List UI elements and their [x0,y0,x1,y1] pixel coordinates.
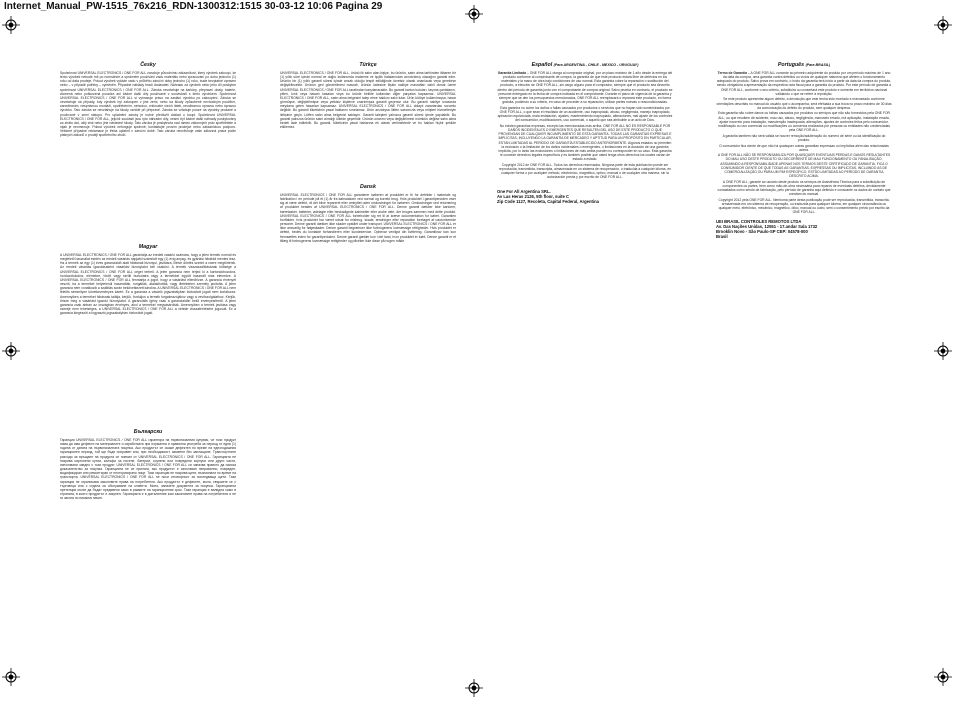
address-argentina [497,189,673,204]
column-danish [280,184,456,244]
lead-label-spanish: Garantía Limitada [497,71,527,75]
body-portuguese-7: A ONE FOR ALL, garante ao usuário deste produto os serviços de Assistência Técnica para a substituição de componentes ou partes, bem como mão-de-obra necessária para reparos de eventuais defeitos, devidamente constatados como sendo de fabricação, pelo período de garantia aqui definido e consoante os dados de contato que constam do manual. [717,179,891,197]
body-portuguese-6: A ONE FOR ALL NÃO SE RESPONSABILIZA POR QUAISQUER EVENTUAIS PERDAS E DANOS RESULTANTES DO MAU USO DESTE PRODUTO OU DECORRENTE DE MAU FUNCIONAMENTO OU FANALISAÇÃO, ASSUMINDO A RESPONSABILIDADE APENAS NOS TERMOS DESTE CERTIFICADO DE GARANTIA. FICA O CONSUMIDOR CIENTE DE QUE TODAS AS GARANTIAS, EXPRESSAS OU IMPLÍCITAS, INCLUINDO AS DE COMERCIALIZAÇÃO OU PARA UM FIM ESPECÍFICO, ESTÃO LIMITADAS AO PERÍODO DE GARANTIA DESCRITO ACIMA. [717,153,891,179]
section-body-turkish: UNIVERSAL ELECTRONICS / ONE FOR ALL, ürünü ilk satın alan kişiye, bu ürünün, satın alma tarihinden itibaren bir (1) yıllık süre içinde normal ve doğru kullanımda malzeme ve işçilik hatalarından arındırılmış olacağını garanti eder. Ürünün bir (1) yıllık garanti süresi içinde arızalı olduğu tespit edildiğinde ücretsiz olarak onarılacak veya gerekirse değiştirilecektir. Ürünün geri gönderilmesi masrafı, ürünün iadesine ilişkin nakliye masrafları dahil olmak üzere UNIVERSAL ELECTRONICS / ONE FOR ALL tarafından karşılanacaktır. Bu garanti karton kutuları, taşıma çantalarını, pilleri, kırık veya hasarlı kasaları veya bu ürünle birlikte kullanılan diğer parçaları kapsamaz. UNIVERSAL ELECTRONICS / ONE FOR ALL, satın alma belgesini talep etme hakkını saklı tutar. Ürün kötüye kullanılmışsa, hasar görmüşse, değiştirilmişse veya yetkisiz kişilerce onarılmışsa garanti geçersiz olur. Bu garanti nakliye sırasında meydana gelen hasarları kapsamaz. UNIVERSAL ELECTRONICS / ONE FOR ALL dolaylı zararlardan sorumlu değildir. Bu garanti tüketicinin yasal haklarını sınırlamaz. Ürün arızalıysa lütfen satıcınızla veya müşteri hizmetleriyle iletişime geçin. Lütfen satın alma belgenizi saklayın. Garanti talepleri yalnızca garanti süresi içinde yapılabilir. Bu garanti yalnızca ürünün satın alındığı ülkede geçerlidir. Ürünün onarımı veya değiştirilmesi mümkün değilse satın alma bedeli iade edilebilir. Bu garanti, tüketicinin yasal haklarına ek olarak verilmektedir ve bu hakları hiçbir şekilde etkilemez. [280,71,456,130]
registration-mark-icon [934,342,952,360]
column-czech [60,62,236,139]
registration-mark-icon [465,679,483,697]
print-slug: Internet_Manual_PW-1515_76x216_RDN-1300312:1515 30-03-12 10:06 Pagina 29 [4,1,383,12]
section-body-danish: UNIVERSAL ELECTRONICS / ONE FOR ALL garanterer køberen at produktet er fri for defekter i materiale og fabrikation i en periode på ét (1) år fra købsdatoen ved normal og korrekt brug. Hvis produktet i garantiperioden viser sig at være defekt, vil det blive repareret eller ombyttet uden omkostninger for køberen. Omkostninger ved returnering af produktet betales af UNIVERSAL ELECTRONICS / ONE FOR ALL. Denne garanti dækker ikke kartoner, bæretasker, batterier, ødelagte eller beskadigede kabinetter eller andre dele, der bruges sammen med dette produkt. UNIVERSAL ELECTRONICS / ONE FOR ALL forbeholder sig ret til at kræve dokumentation for købet. Garantien bortfalder, hvis produktet har været udsat for misbrug, skade, ændringer eller reparation foretaget af uautoriserede personer. Denne garanti dækker ikke skader opstået under transport. UNIVERSAL ELECTRONICS / ONE FOR ALL er ikke ansvarlig for følgeskader. Denne garanti begrænser ikke forbrugerens lovmæssige rettigheder. Hvis produktet er defekt, bedes du kontakte forhandleren eller kundeservice. Opbevar venligst din kvittering. Garantikrav kan kun fremsættes inden for garantiperioden. Denne garanti gælder kun i det land, hvor produktet er købt. Denne garanti er et tillæg til forbrugerens lovmæssige rettigheder og påvirker ikke disse på nogen måde. [280,193,456,243]
section-body-czech: Společnost UNIVERSAL ELECTRONICS / ONE FOR ALL zaručuje původnímu zákazníkovi, který výrobek zakoupí, že tento výrobek nebude mít po normálním a správném používání vadu materiálu nebo zpracování po dobu jednoho (1) roku od data prodeje. Pokud výrobek vykáže vadu v průběhu záruční doby jednoho (1) roku, bude bezplatně opraven nebo – v případě potřeby – vyměněn. Případné náklady hradí dodavatel. Náhradu za výrobek nebo jeho díl poskytne společnost UNIVERSAL ELECTRONICS / ONE FOR ALL. Záruka nevztahuje na kartóny, přepravní obaly, baterie, zlomená nebo poškozená pouzdra ani žádné další díly používané v souvislosti s tímto výrobkem. Společnost UNIVERSAL ELECTRONICS / ONE FOR ALL si vyhrazuje právo na zaslání výrobku po zakoupení. Záruka se nevztahuje na případy, kdy výrobek byl zakoupen v jiné zemi, nebo na škody způsobené nevhodným použitím, zanedbáním, nesprávnou montáží, opotřebením, nehodou, vniknutím cizích látek, neodbornou opravou nebo úpravou výrobku. Tato záruka se nevztahuje na škody vzniklé při přepravě. Záruka se vztahuje pouze na výrobky prodané a používané v zemi nákupu. Pro uplatnění záruky je nutné předložit doklad o koupi. Společnost UNIVERSAL ELECTRONICS / ONE FOR ALL, jejichž součástí jsou tyto náhradní díly, nesmí být žádné další náhrady poskytovány za ztrátu dat, ušlý zisk nebo jiné následné škody. Tato záruka je poskytnuta nad rámec zákonných práv spotřebitele a nijak je neomezuje. Pokud výrobek nefunguje správně, kontaktujte prosím prodejce nebo zákaznickou podporu. Veškeré případné reklamace je třeba uplatnit v záruční době. Tato záruka neovlivňuje vaše zákonná práva podle platných zákonů o prodeji spotřebního zboží. [60,71,236,138]
section-body-bulgarian: Гаранция UNIVERSAL ELECTRONICS / ONE FOR ALL гарантира на първоначалния купувач, че този продукт няма да има дефекти на материалите и изработката при нормална и правилна употреба за период от една (1) година от датата на първоначалната покупка. Ако продуктът се окаже дефектен по време на едногодишния гаранционен период, той ще бъде поправен или, при необходимост, заменен без заплащане. Транспортните разходи за връщане на продукта се поемат от UNIVERSAL ELECTRONICS / ONE FOR ALL. Гаранцията не покрива картонени кутии, калъфи за носене, батерии, счупени или повредени корпуси или други части, използвани заедно с този продукт. UNIVERSAL ELECTRONICS / ONE FOR ALL си запазва правото да изиска доказателство за покупка. Гаранцията не се прилага, ако продуктът е използван неправилно, повреден, модифициран или ремонтиран от неоторизирано лице. Тази гаранция не покрива щети, възникнали по време на транспорта. UNIVERSAL ELECTRONICS / ONE FOR ALL не носи отговорност за последващи щети. Тази гаранция не ограничава законовите права на потребителя. Ако продуктът е дефектен, моля, свържете се с търговеца или с отдела за обслужване на клиенти. Моля, запазете документа за покупка. Гаранционни претенции могат да бъдат предявени само в рамките на гаранционния срок. Тази гаранция е валидна само в страната, в която продуктът е закупен. Гаранцията е в допълнение към законовите права на потребителя и не ги засяга по никакъв начин. [60,438,236,501]
section-title-turkish: Türkçe [359,62,377,68]
body-portuguese-5: O consumidor fica ciente de que não há quaisquer outras garantias expressas ou implícitas além das relacionadas acima. [719,143,889,152]
body-spanish-3: No existen garantías expresas, excepto las mencionadas más arriba. ONE FOR ALL NO ES RESPONSABLE POR DAÑOS INCIDENTALES O EMERGENTES QUE RESULTEN DEL USO DE ESTE PRODUCTO O QUE PROVENGAN DE CUALQUIER INCUMPLIMIENTO DE ESTA GARANTÍA. TODAS LAS GARANTÍAS EXPRESAS E IMPLÍCITAS, INCLUYENDO LA GARANTÍA DE MERCADEO Y APTITUD PARA UN PROPÓSITO EN PARTICULAR, ESTÁN LIMITADAS AL PERÍODO DE GARANTÍA ESTABLECIDO ANTERIORMENTE. Algunos estados no permiten la exclusión o la limitación de los daños incidentales o emergentes, o limitaciones en la duración de una garantía implícita, por lo tanto las exclusiones o limitaciones de más arriba pueden no corresponder en su caso. Esta garantía le concede derechos legales específicos y es también posible que usted tenga otros derechos los cuales varían de estado a estado. [498,123,672,162]
registration-mark-icon [2,342,20,360]
body-portuguese-4: A garantia também não será válida se houver remoção/adulteração do número de série ou da identificação do produto. [722,133,886,142]
address-line: Brooklin Novo - São Paulo-SP CEP: 04578-000 [716,228,808,234]
column-portuguese [716,62,892,239]
registration-mark-icon [2,668,20,686]
registration-mark-icon [934,668,952,686]
section-title-danish: Dansk [360,184,376,190]
address-line: One For All Argentina SRL. [497,189,551,195]
column-bulgarian [60,429,236,502]
section-body-hungarian: A UNIVERSAL ELECTRONICS / ONE FOR ALL garantálja az eredeti vásárló számára, hogy a jelen termék normál és megfelelő használat esetén az eredeti vásárlás napjától számított egy (1) évig anyag- és gyártási hibáktól mentes lesz. Ha a termék az egy (1) éves garanciaidő alatt hibásnak bizonyul, javításra, illetve döntés szerint a csere megtörténik. Az eredeti vásárlás igazolásaként vásárlási bizonylatot kell csatolni. A termék visszaszállításának költsége a UNIVERSAL ELECTRONICS / ONE FOR ALL céget terheli. A jelen garancia nem terjed ki a kartondobozokra, hordozótokokra, elemekre, törött vagy sérült burkolatra vagy a termékkel együtt használt más elemekre. A UNIVERSAL ELECTRONICS / ONE FOR ALL fenntartja a jogot, hogy a vásárlást ellenőrizze. A garancia érvényét veszíti, ha a terméket helytelenül használták, rongálták, átalakították, vagy illetéktelen személy javította. A jelen garancia nem vonatkozik a szállítás során bekövetkezett károkra. A UNIVERSAL ELECTRONICS / ONE FOR ALL nem felelős semmilyen következményes kárért. Ez a garancia a vásárló jogszabályban biztosított jogait nem korlátozza. Amennyiben a terméket hibásnak találja, kérjük, forduljon a termék forgalmazójához vagy a vevőszolgálathoz. Kérjük, őrizze meg a vásárlást igazoló bizonylatot. A garanciális igény csak a garanciaidőn belül érvényesíthető. A jelen garancia csak abban az országban érvényes, ahol a terméket megvásárolták. Amennyiben a termék javítása vagy cseréje nem lehetséges, a UNIVERSAL ELECTRONICS / ONE FOR ALL a vételár visszatérítésére jogosult. Ez a garancia kiegészíti a fogyasztó jogszabályban biztosított jogait. [60,253,236,316]
section-title-czech: Česky [140,62,156,68]
registration-mark-icon [2,16,20,34]
section-subtitle-portuguese: (Para BRASIL) [805,63,831,67]
registration-mark-icon [465,5,483,23]
body-portuguese-2: Se este produto apresentar algum defeito, a devolução que este tenha sido montado e manuseado conforme orientações descritas no manual do usuário que o acompanha, será efetuada a sua troca no prazo máximo de 30 dias da comunicação do defeito do produto, sem qualquer despesa. [716,97,892,110]
address-line: Brasil [716,233,728,239]
section-title-spanish-text: Español [531,62,553,68]
registration-mark-icon [934,16,952,34]
address-line: Zip Code 1127, Recoleta, Capital Federal, Argentina [497,199,600,205]
lead-label-portuguese: Termo de Garantia [717,71,747,75]
section-subtitle-spanish: (Para ARGENTINA - CHILE - MEXICO - URUGUAY) [553,63,639,67]
column-hungarian [60,244,236,317]
section-title-bulgarian: Български [133,429,163,435]
section-title-hungarian: Magyar [138,244,158,250]
address-line: UEI BRASIL CONTROLES REMOTOS LTDA [716,218,802,224]
column-spanish [497,62,673,204]
body-portuguese-8: Copyright 2012 pela ONE FOR ALL. Nenhuma parte desta publicação pode ser reproduzida, transmitida, transcrita, armazenada em um sistema de recuperação, ou traduzida para qualquer idioma, em qualquer circunstância ou qualquer meio, eletrônico, mecânico, magnético, ótico, manual ou outro, sem o consentimento prévio por escrito da ONE FOR ALL. [718,197,890,215]
address-line: Av Las Heras 2126, 5th floor, suite C [497,194,569,200]
body-spanish-1: – ONE FOR ALL otorga al comprador original, por un plazo máximo de 1 año desde la entrega del producto conforme al comprobante de compra, la garantía de que este producto estará libre de defectos en los materiales y la mano de obra bajo condiciones de uso normal. Esta garantía cubre la reparación o sustitución del producto, a elección de ONE FOR ALL, sin cargo alguno para el comprador, siempre que el producto sea devuelto dentro del período de garantía junto con el comprobante de compra original. Salvo prueba en contrario, el producto se presume entregado en la fecha de compra indicada en el comprobante. Durante el plazo de vigencia de la garantía y siempre que se den los presupuestos mencionados, ONE FOR ALL reemplazará o reparará este producto, en forma gratuita, pudiendo a su criterio, en caso de proceder a su reparación, utilizar partes nuevas o reacondicionadas. [497,71,673,105]
body-portuguese-1: – A ONE FOR ALL concede ao primeiro adquirente do produto por um período máximo de 1 ano da data da compra, uma garantia contra defeitos ou vícios de qualquer natureza que afetem o funcionamento adequado do produto. Salvo prova em contrário, o início da garantia terá início a partir da data da compra do produto, sendo obrigatória a apresentação da respectiva nota fiscal para a garantia do produto. Por este período de garantia a ONE FOR ALL, conforme o seu critério, substituirá ou consertará este produto e somente em territórios nacional validando o que se refere à reposição. [716,71,892,96]
section-title-portuguese [716,62,892,68]
body-spanish-2: Esta garantía no cubre los daños o fallas causados por productos o servicios que no hayan sido suministrados por ONE FOR ALL, o que sean el resultado de un accidente, uso inapropiado, abuso, negligencia, manejo inapropiado, aplicación equivocada, mala instalación, ajustes, mantenimiento inapropiado, alteraciones, mal ajuste de los controles del consumidor, modificaciones, uso comercial, o aquello que sea atribuible a un acto de Dios. [497,105,673,123]
body-spanish-4: Copyright 2012 de ONE FOR ALL. Todos los derechos reservados. Ninguna parte de esta publicación puede ser reproducida, transmitida, transcripta, almacenada en un sistema de recuperación, o traducida a cualquier idioma, en cualquier forma o por cualquier método, electrónico, magnético, óptico, manual o de cualquier otra manera, sin la autorización previa y por escrito de ONE FOR ALL. [498,162,672,180]
section-title-portuguese-text: Português [777,62,805,68]
column-turkish [280,62,456,131]
address-line: Av. Das Nações Unidas, 12551 - 17.andar Sala 1732 [716,223,818,229]
section-title-spanish [497,62,673,68]
address-brasil [716,219,892,239]
body-portuguese-3: Esta garantia não cobre danos ou falhas causados por produtos ou serviços que não são fornecidos pela ONE FOR ALL, ou que resultem de acidente, mau uso, abuso, negligência, manuseio errado, má aplicação, instalação errada, ajuste incorreto para instalação, manutenção inadequada, alterações, ajustes de controles feitos pelo consumidor, modificação ou uso comercial ou modificações ou consertos realizados por pessoas ou entidades não credenciadas pela ONE FOR ALL. [718,111,890,133]
